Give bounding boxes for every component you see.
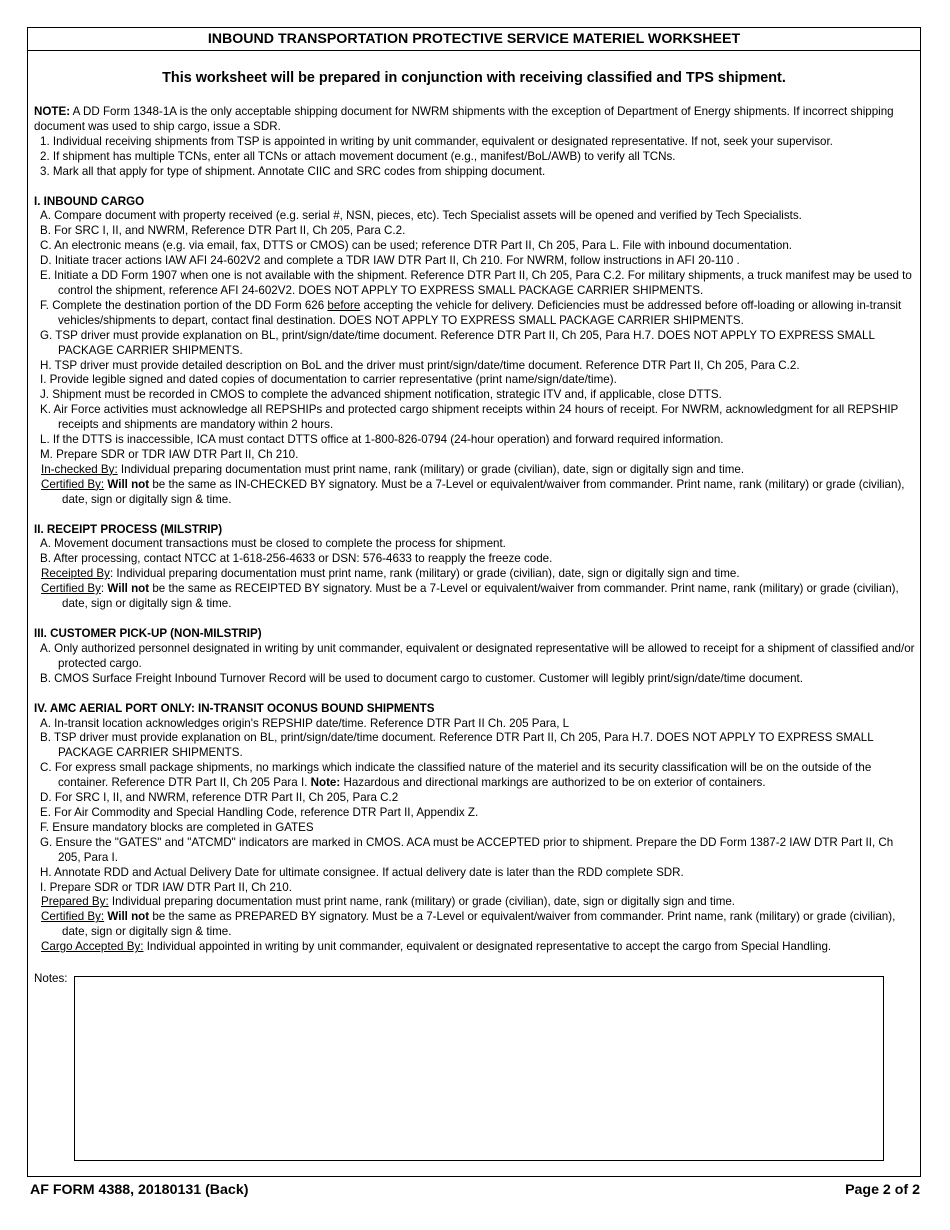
note-item: 2. If shipment has multiple TCNs, enter all TCNs or attach movement document (e.g., manifest/BoL/AWB) to verify all TCNs. [40,149,676,163]
certified-by-line [34,582,916,612]
signature-label: Certified By: [41,477,105,491]
note-text: A DD Form 1348-1A is the only acceptable shipping document for NWRM shipments with the exception of Department of Energy shipments. If incorrect shipping document was used to ship cargo, issue a SDR. [34,105,894,133]
note-item: 3. Mark all that apply for type of shipment. Annotate CIIC and SRC codes from shipping document. [40,164,546,178]
item-note-label: Note: [310,776,341,790]
signature-label: In-checked By: [41,462,118,476]
signature-label: Certified By [41,582,101,596]
list-item: H. TSP driver must provide detailed description on BoL and the driver must print/sign/date/time document. Reference DTR Part II, Ch 205, Para C.2. [40,358,800,372]
page-number: Page 2 of 2 [845,1182,920,1198]
cargo-accepted-by-line [34,940,916,955]
list-item: B. TSP driver must provide explanation on BL, print/sign/date/time document. Reference DTR Part II, Ch 205, Para H.7. DOES NOT APPLY TO EXPRESS SMALL PACKAGE CARRIER SHIPMENTS. [40,731,874,760]
list-item: A. Only authorized personnel designated in writing by unit commander, equivalent or designated representative will be allowed to receipt for a shipment of classified and/or protected cargo. [40,641,915,670]
section-heading-inbound-cargo: I. INBOUND CARGO [34,194,145,208]
signature-emphasis: Will not [104,477,150,491]
signature-text: be the same as RECEIPTED BY signatory. Must be a 7-Level or equivalent/waiver from commander. Print name, rank (military) or grade (civilian), date, sign or digitally sign & time. [62,582,899,611]
list-item: A. In-transit location acknowledges origin's REPSHIP date/time. Reference DTR Part II Ch. 205 Para, L [40,716,570,730]
item-text: F. Complete the destination portion of the DD Form 626 [40,298,328,312]
receipted-by-line [34,567,916,582]
note-label: NOTE: [34,105,71,118]
note-paragraph [34,105,916,135]
signature-label: Receipted By [41,567,110,581]
signature-text: be the same as PREPARED BY signatory. Must be a 7-Level or equivalent/waiver from commander. Print name, rank (military) or grade (civilian), date, sign or digitally sign & time. [62,910,896,939]
signature-emphasis: Will not [104,910,150,924]
signature-text: Individual preparing documentation must print name, rank (military) or grade (civilian), date, sign or digitally sign and time. [117,462,745,476]
signature-label: Cargo Accepted By: [41,940,144,954]
form-content [34,105,916,955]
list-item: H. Annotate RDD and Actual Delivery Date for ultimate consignee. If actual delivery date is later than the RDD complete SDR. [40,865,684,879]
list-item: D. Initiate tracer actions IAW AFI 24-602V2 and complete a TDR IAW DTR Part II, Ch 210. For NWRM, follow instructions in AFI 20-110 . [40,254,740,268]
item-text: accepting the vehicle for delivery. Deficiencies must be addressed before off-loading or allowing in-transit vehicles/shipments to depart, contact final destination. DOES NOT APPLY TO EXPRESS SMALL PACKAGE CARRIER SHIPMENTS. [58,298,902,327]
list-item: E. Initiate a DD Form 1907 when one is not available with the shipment. Reference DTR Part II, Ch 205, Para C.2. For military shipments, a truck manifest may be used to control the shipment, reference AFI 24-602V2. DOES NOT APPLY TO EXPRESS SMALL PACKAGE CARRIER SHIPMENTS. [40,269,912,297]
list-item: D. For SRC I, II, and NWRM, reference DTR Part II, Ch 205, Para C.2 [40,791,399,805]
list-item: A. Compare document with property received (e.g. serial #, NSN, pieces, etc). Tech Specialist assets will be opened and verified by Tech Specialists. [40,209,802,223]
signature-emphasis: Will not [104,582,150,596]
signature-text: be the same as IN-CHECKED BY signatory. Must be a 7-Level or equivalent/waiver from commander. Print name, rank (military) or grade (civilian), date, sign or digitally sign & time. [62,477,905,506]
notes-field[interactable] [74,976,884,1161]
signature-text: : Individual preparing documentation must print name, rank (military) or grade (civilian), date, sign or digitally sign and time. [109,567,740,581]
section-heading-aerial-port: IV. AMC AERIAL PORT ONLY: IN-TRANSIT OCONUS BOUND SHIPMENTS [34,701,435,715]
certified-by-line [34,478,916,508]
list-item: E. For Air Commodity and Special Handling Code, reference DTR Part II, Appendix Z. [40,805,479,819]
section-heading-receipt-process: II. RECEIPT PROCESS (MILSTRIP) [34,522,223,536]
list-item: G. Ensure the "GATES" and "ATCMD" indicators are marked in CMOS. ACA must be ACCEPTED prior to shipment. Prepare the DD Form 1387-2 IAW DTR Part II, Ch 205, Para I. [40,835,894,864]
list-item: L. If the DTTS is inaccessible, ICA must contact DTTS office at 1-800-826-0794 (24-hour operation) and forward required information. [40,433,724,447]
item-text: Hazardous and directional markings are authorized to be on exterior of containers. [340,776,766,790]
list-item [34,299,916,329]
list-item: G. TSP driver must provide explanation on BL, print/sign/date/time document. Reference DTR Part II, Ch 205, Para H.7. DOES NOT APPLY TO EXPRESS SMALL PACKAGE CARRIER SHIPMENTS. [40,328,875,357]
note-item: 1. Individual receiving shipments from TSP is appointed in writing by unit commander, equivalent or designated representative. If not, seek your supervisor. [40,134,833,148]
list-item [34,761,916,791]
item-underline: before [327,298,361,312]
worksheet-frame [27,27,921,1177]
certified-by-line [34,910,916,940]
form-identifier: AF FORM 4388, 20180131 (Back) [30,1182,249,1198]
notes-label: Notes: [34,972,68,985]
section-heading-customer-pickup: III. CUSTOMER PICK-UP (NON-MILSTRIP) [34,627,262,640]
list-item: A. Movement document transactions must be closed to complete the process for shipment. [40,537,506,551]
list-item: I. Prepare SDR or TDR IAW DTR Part II, Ch 210. [40,880,292,894]
signature-text: Individual appointed in writing by unit commander, equivalent or designated representative to accept the cargo from Special Handling. [143,940,832,954]
signature-label: Certified By: [41,910,105,924]
form-footer [30,1180,920,1200]
signature-colon: : [100,582,105,596]
list-item: J. Shipment must be recorded in CMOS to complete the advanced shipment notification, strategic ITV and, if applicable, close DTTS. [40,388,722,402]
list-item: C. An electronic means (e.g. via email, fax, DTTS or CMOS) can be used; reference DTR Part II, Ch 205, Para L. File with inbound documentation. [40,239,792,253]
list-item: B. CMOS Surface Freight Inbound Turnover Record will be used to document cargo to customer. Customer will legibly print/sign/date/time document. [40,671,803,685]
form-subtitle: This worksheet will be prepared in conjunction with receiving classified and TPS shipment. [162,70,786,86]
list-item: B. For SRC I, II, and NWRM, Reference DTR Part II, Ch 205, Para C.2. [40,224,406,238]
form-title: INBOUND TRANSPORTATION PROTECTIVE SERVICE MATERIEL WORKSHEET [28,28,920,51]
in-checked-by-line [34,463,916,478]
prepared-by-line [34,895,916,910]
item-text: C. For express small package shipments, no markings which indicate the classified nature of the materiel and its security classification will be on the outside of the container. Reference DTR Part II, Ch 205 Para I. [40,761,872,790]
list-item: F. Ensure mandatory blocks are completed in GATES [40,820,314,834]
list-item: I. Provide legible signed and dated copies of documentation to carrier representative (print name/sign/date/time). [40,373,617,387]
list-item: K. Air Force activities must acknowledge all REPSHIPs and protected cargo shipment receipts within 24 hours of receipt. For NWRM, acknowledgment for all REPSHIP receipts and shipments are mandatory within 2 hours. [40,403,899,432]
signature-label: Prepared By: [41,895,109,909]
signature-text: Individual preparing documentation must print name, rank (military) or grade (civilian), date, sign or digitally sign and time. [108,895,736,909]
list-item: B. After processing, contact NTCC at 1-618-256-4633 or DSN: 576-4633 to reapply the freeze code. [40,552,553,566]
list-item: M. Prepare SDR or TDR IAW DTR Part II, Ch 210. [40,447,299,461]
